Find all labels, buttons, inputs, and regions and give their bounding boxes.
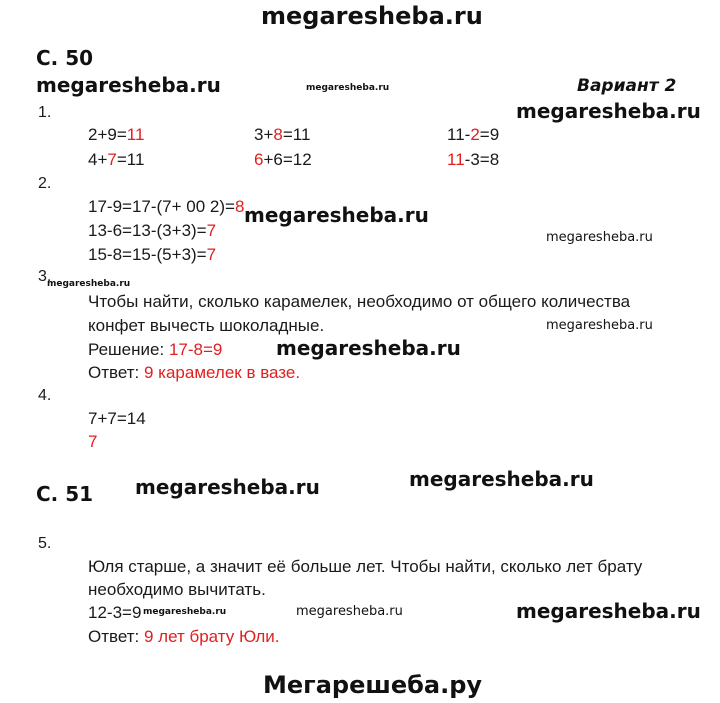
watermark: megaresheba.ru: [546, 230, 653, 245]
watermark: megaresheba.ru: [47, 279, 131, 289]
page-50-title: С. 50: [36, 46, 94, 70]
variant-label: Вариант 2: [577, 76, 677, 96]
watermark: megaresheba.ru: [276, 336, 461, 360]
task-1-item: 11-2=9: [447, 125, 500, 144]
watermark: megaresheba.ru: [244, 203, 429, 227]
task-5-solution: 12-3=9: [88, 603, 142, 622]
task-1-item: 6+6=12: [254, 150, 312, 169]
watermark: megaresheba.ru: [409, 467, 594, 491]
task-4-line: 7+7=14: [88, 409, 146, 428]
watermark: megaresheba.ru: [296, 604, 403, 619]
task-5-number: 5.: [38, 535, 52, 552]
watermark: megaresheba.ru: [306, 83, 390, 93]
task-3-text: конфет вычесть шоколадные.: [88, 316, 325, 335]
task-1-item: 2+9=11: [88, 125, 145, 144]
task-4-number: 4.: [38, 387, 52, 404]
watermark: megaresheba.ru: [135, 475, 320, 499]
task-3-number: 3.: [38, 268, 52, 285]
watermark: megaresheba.ru: [516, 99, 701, 123]
task-3-answer: Ответ: 9 карамелек в вазе.: [88, 363, 301, 382]
task-2-line: 13-6=13-(3+3)=7: [88, 221, 217, 240]
task-5-text: Юля старше, а значит её больше лет. Чтобы найти, сколько лет брату: [88, 557, 643, 576]
footer-site-title: Мегарешеба.ру: [263, 671, 483, 699]
task-4-answer: 7: [88, 432, 98, 451]
task-5-text: необходимо вычитать.: [88, 580, 266, 599]
task-5-answer: Ответ: 9 лет брату Юли.: [88, 627, 280, 646]
task-3-solution: Решение: 17-8=9: [88, 340, 223, 359]
task-2-line: 17-9=17-(7+ 00 2)=8: [88, 197, 245, 216]
task-2-number: 2.: [38, 175, 52, 192]
watermark: megaresheba.ru: [36, 73, 221, 97]
page-51-title: С. 51: [36, 482, 94, 506]
header-site-title: megaresheba.ru: [261, 2, 483, 30]
task-1-item: 4+7=11: [88, 150, 145, 169]
watermark: megaresheba.ru: [143, 607, 227, 617]
watermark: megaresheba.ru: [546, 318, 653, 333]
task-3-text: Чтобы найти, сколько карамелек, необходимо от общего количества: [88, 292, 631, 311]
watermark: megaresheba.ru: [516, 599, 701, 623]
task-1-item: 11-3=8: [447, 150, 500, 169]
task-2-line: 15-8=15-(5+3)=7: [88, 245, 217, 264]
task-1-number: 1.: [38, 104, 52, 121]
task-1-item: 3+8=11: [254, 125, 311, 144]
